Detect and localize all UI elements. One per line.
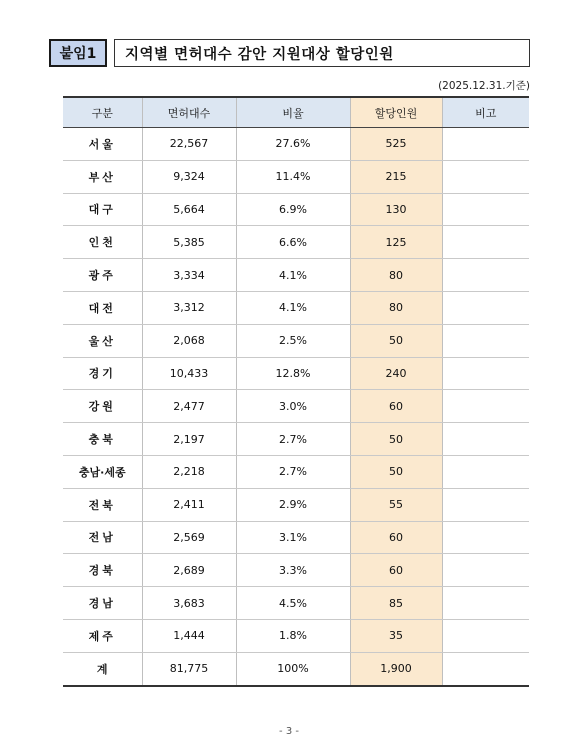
cell-note bbox=[442, 226, 529, 259]
cell-alloc: 60 bbox=[350, 554, 442, 587]
cell-ratio: 2.5% bbox=[236, 324, 350, 357]
cell-alloc: 60 bbox=[350, 390, 442, 423]
table-row bbox=[63, 160, 529, 193]
title-box bbox=[49, 39, 530, 67]
cell-count: 5,664 bbox=[142, 193, 236, 226]
cell-ratio: 4.5% bbox=[236, 587, 350, 620]
cell-note bbox=[442, 259, 529, 292]
header-note: 비고 bbox=[442, 97, 529, 128]
table-row bbox=[63, 390, 529, 423]
cell-alloc: 50 bbox=[350, 423, 442, 456]
cell-region: 경기 bbox=[63, 357, 142, 390]
allocation-table bbox=[63, 96, 529, 687]
cell-ratio: 3.0% bbox=[236, 390, 350, 423]
document-title: 지역별 면허대수 감안 지원대상 할당인원 bbox=[114, 39, 530, 67]
cell-ratio: 6.9% bbox=[236, 193, 350, 226]
cell-region: 대구 bbox=[63, 193, 142, 226]
cell-ratio: 12.8% bbox=[236, 357, 350, 390]
cell-alloc: 80 bbox=[350, 259, 442, 292]
cell-alloc: 55 bbox=[350, 488, 442, 521]
cell-ratio: 3.1% bbox=[236, 521, 350, 554]
cell-region: 충북 bbox=[63, 423, 142, 456]
cell-ratio: 6.6% bbox=[236, 226, 350, 259]
cell-alloc: 50 bbox=[350, 324, 442, 357]
cell-region: 전남 bbox=[63, 521, 142, 554]
cell-count: 2,689 bbox=[142, 554, 236, 587]
cell-count: 3,683 bbox=[142, 587, 236, 620]
cell-alloc: 125 bbox=[350, 226, 442, 259]
date-note: (2025.12.31.기준) bbox=[438, 80, 530, 92]
cell-note bbox=[442, 160, 529, 193]
cell-alloc: 130 bbox=[350, 193, 442, 226]
cell-alloc: 1,900 bbox=[350, 652, 442, 685]
table-row bbox=[63, 455, 529, 488]
table-row bbox=[63, 619, 529, 652]
cell-region: 강원 bbox=[63, 390, 142, 423]
cell-alloc: 215 bbox=[350, 160, 442, 193]
cell-count: 5,385 bbox=[142, 226, 236, 259]
table-row bbox=[63, 357, 529, 390]
table-row bbox=[63, 193, 529, 226]
cell-alloc: 80 bbox=[350, 291, 442, 324]
cell-note bbox=[442, 554, 529, 587]
cell-note bbox=[442, 390, 529, 423]
table-header-row bbox=[63, 97, 529, 128]
table-total-row bbox=[63, 652, 529, 685]
table-row bbox=[63, 554, 529, 587]
cell-note bbox=[442, 128, 529, 161]
cell-alloc: 60 bbox=[350, 521, 442, 554]
cell-region: 계 bbox=[63, 652, 142, 685]
table-row bbox=[63, 324, 529, 357]
table-row bbox=[63, 488, 529, 521]
cell-count: 10,433 bbox=[142, 357, 236, 390]
cell-note bbox=[442, 291, 529, 324]
header-region: 구분 bbox=[63, 97, 142, 128]
cell-ratio: 2.7% bbox=[236, 423, 350, 456]
cell-ratio: 1.8% bbox=[236, 619, 350, 652]
cell-region: 대전 bbox=[63, 291, 142, 324]
table-row bbox=[63, 291, 529, 324]
cell-note bbox=[442, 423, 529, 456]
table-row bbox=[63, 423, 529, 456]
table-row bbox=[63, 226, 529, 259]
cell-count: 2,068 bbox=[142, 324, 236, 357]
table-row bbox=[63, 587, 529, 620]
cell-count: 22,567 bbox=[142, 128, 236, 161]
cell-region: 제주 bbox=[63, 619, 142, 652]
cell-alloc: 35 bbox=[350, 619, 442, 652]
cell-ratio: 2.9% bbox=[236, 488, 350, 521]
cell-ratio: 3.3% bbox=[236, 554, 350, 587]
cell-count: 2,218 bbox=[142, 455, 236, 488]
cell-note bbox=[442, 193, 529, 226]
cell-alloc: 525 bbox=[350, 128, 442, 161]
cell-ratio: 11.4% bbox=[236, 160, 350, 193]
cell-count: 9,324 bbox=[142, 160, 236, 193]
table-row bbox=[63, 521, 529, 554]
cell-count: 1,444 bbox=[142, 619, 236, 652]
cell-region: 광주 bbox=[63, 259, 142, 292]
cell-note bbox=[442, 521, 529, 554]
table-row bbox=[63, 128, 529, 161]
cell-region: 경남 bbox=[63, 587, 142, 620]
cell-count: 81,775 bbox=[142, 652, 236, 685]
cell-note bbox=[442, 324, 529, 357]
cell-region: 서울 bbox=[63, 128, 142, 161]
cell-note bbox=[442, 488, 529, 521]
cell-ratio: 2.7% bbox=[236, 455, 350, 488]
attachment-tag: 붙임1 bbox=[49, 39, 107, 67]
cell-alloc: 85 bbox=[350, 587, 442, 620]
cell-alloc: 50 bbox=[350, 455, 442, 488]
cell-count: 2,569 bbox=[142, 521, 236, 554]
cell-note bbox=[442, 652, 529, 685]
cell-count: 2,197 bbox=[142, 423, 236, 456]
page-number: - 3 - bbox=[279, 726, 299, 737]
cell-region: 충남·세종 bbox=[63, 455, 142, 488]
cell-region: 경북 bbox=[63, 554, 142, 587]
cell-region: 부산 bbox=[63, 160, 142, 193]
cell-count: 2,477 bbox=[142, 390, 236, 423]
cell-alloc: 240 bbox=[350, 357, 442, 390]
cell-ratio: 4.1% bbox=[236, 291, 350, 324]
cell-ratio: 4.1% bbox=[236, 259, 350, 292]
cell-count: 3,334 bbox=[142, 259, 236, 292]
cell-count: 2,411 bbox=[142, 488, 236, 521]
cell-note bbox=[442, 587, 529, 620]
cell-note bbox=[442, 357, 529, 390]
header-ratio: 비율 bbox=[236, 97, 350, 128]
cell-ratio: 100% bbox=[236, 652, 350, 685]
header-count: 면허대수 bbox=[142, 97, 236, 128]
cell-note bbox=[442, 455, 529, 488]
cell-note bbox=[442, 619, 529, 652]
cell-count: 3,312 bbox=[142, 291, 236, 324]
cell-region: 울산 bbox=[63, 324, 142, 357]
header-alloc: 할당인원 bbox=[350, 97, 442, 128]
cell-region: 전북 bbox=[63, 488, 142, 521]
cell-ratio: 27.6% bbox=[236, 128, 350, 161]
table-row bbox=[63, 259, 529, 292]
cell-region: 인천 bbox=[63, 226, 142, 259]
